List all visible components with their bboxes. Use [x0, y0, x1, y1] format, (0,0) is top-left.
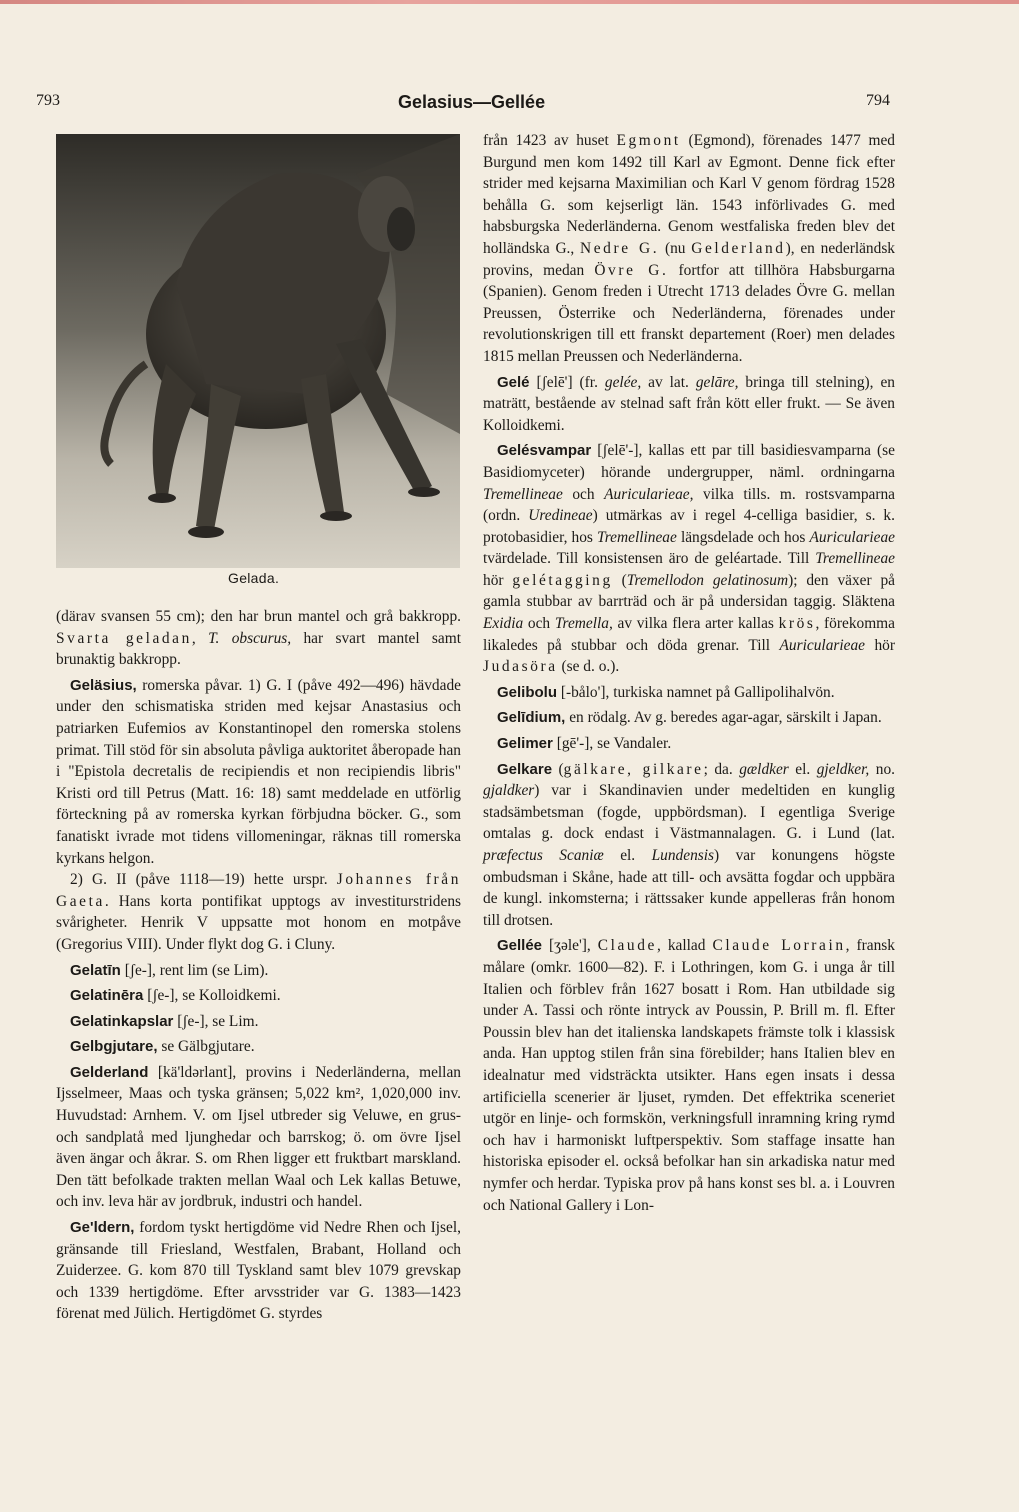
- headword: Gellée: [497, 937, 543, 955]
- entry-gelimer: Gelimer [gē'-], se Vandaler.: [497, 735, 672, 753]
- geldern-continuation: från 1423 av huset Egmont (Egmond), förenades 1477 med Burgund men kom 1492 till Karl av Egmont. Denne fick efter strider med kejsarna Maximilian och Karl V genom fördrag 1528 behålla G. som kejserligt län. 1543 införlivades G. med habsburgska Nederländerna. Genom westfaliska freden blev det holländska G., Nedre G. (nu Gelderland), en nederländsk provins, medan Övre G. fortfor att tillhöra Habsburgarna (Spanien). Genom freden i Utrecht 1713 delades Övre G. mellan Preussen, Österrike och Nederländerna, förenades under revolutionskrigen till ett franskt departement (Roer) men delades 1815 mellan Preussen och Nederländerna.: [483, 132, 896, 365]
- entry-gelkare: Gelkare (gälkare, gilkare; da. gældker el. gjeldker, no. gjaldker) var i Skandinavien under medeltiden en kunglig stadsämbetsman (fogde, uppbördsman). I egentliga Sverige omtalas g. dock endast i Västmannalagen. G. i Lund (lat. præfectus Scaniæ el. Lundensis) var konungens högste ombudsman i Skåne, hade att till- och avsätta fogdar och uppbära de kungl. inkomsterna; i rättssaker kunde appelleras från honom till drotsen.: [483, 760, 895, 929]
- entry-gelidium: Gelīdium, en rödalg. Av g. beredes agar-agar, särskilt i Japan.: [497, 709, 882, 727]
- figure-caption: Gelada.: [228, 570, 280, 586]
- headword: Gelimer: [497, 735, 553, 753]
- entry-geldern: Ge'ldern, fordom tyskt hertigdöme vid Nedre Rhen och Ijsel, gränsande till Friesland, Westfalen, Brabant, Holland och Zuiderzee. G. kom 870 till Tyskland samt blev 1079 grevskap och 1339 hertigdöme. Efter arvsstrider var G. 1383—1423 förenat med Jülich. Hertigdömet G. styrdes: [56, 1219, 461, 1323]
- gelada-illustration: [56, 134, 460, 568]
- page-number-left: 793: [36, 92, 60, 109]
- headword: Geläsius,: [70, 676, 137, 694]
- headword: Gelatinēra: [70, 987, 144, 1005]
- headword: Gelé: [497, 373, 530, 391]
- headword: Gelkare: [497, 760, 553, 778]
- entry-gelbgjutare: Gelbgjutare, se Gälbgjutare.: [70, 1038, 255, 1056]
- page-top-edge: [0, 0, 1019, 4]
- headword: Gelbgjutare,: [70, 1038, 158, 1056]
- right-column: [483, 130, 895, 1216]
- headword: Gelibolu: [497, 683, 557, 701]
- entry-gellee: Gellée [ʒəle'], Claude, kallad Claude Lorrain, fransk målare (omkr. 1600—82). F. i Lothringen, kom G. i unga år till Italien och förblev från 1627 bosatt i Rom. Han utbildade sig under A. Tassi och rönte intryck av Poussin, P. Brill m. fl. Efter Poussin blev han det italienska landskapets främste tolk i klassisk anda. Han upptog stilen från sina förebilder; hans Italien blev en idealnatur med vidsträckta utsikter. Hans egen insats i dessa artificiella scenerier är ljuset, rymden. Det effektrika sceneriet utgör en linje- och formskön, verkningsfull inramning kring rymd och hav i harmoniskt luftperspektiv. Som staffage insatte han historiska episoder el. också befolkar han sin arkadiska natur med nymfer och herdar. Typiska prov på hans konst ses bl. a. i Louvren och National Gallery i Lon-: [483, 937, 895, 1214]
- entry-gelatinera: Gelatinēra [ʃe-], se Kolloidkemi.: [70, 987, 281, 1005]
- entry-gelatin: Gelatīn [ʃe-], rent lim (se Lim).: [70, 961, 269, 979]
- headword: Gelatinkapslar: [70, 1012, 174, 1030]
- entry-gelasius: Geläsius, romerska påvar. 1) G. I (påve 492—496) hävdade under den schismatiska striden med kejsar Anastasius och patriarken Eufemios av Konstantinopel den romerska stolens primat. Till stöd för sin absoluta påvliga auktoritet åberopade han i "Epistola decretalis de recipiendis et non recipiendis libris" Kristi ord till Petrus (Matt. 16: 18) samt meddelade en utförlig förteckning på av romerska kyrkan förbjudna böcker. G., som fanatiskt ivrade mot tidens villomeningar, räknas till romerska kyrkans helgon.: [56, 676, 461, 867]
- gelada-photograph: [56, 134, 460, 568]
- entry-gelderland: Gelderland [kä'ldərlant], provins i Nederländerna, mellan Ijsselmeer, Maas och tyska gränsen; 5,022 km², 1,020,000 inv. Huvudstad: Arnhem. V. om Ijsel utbreder sig Veluwe, en grus- och sandplatå med ljunghedar och barrskog; ö. om övre Ijsel även ängar och åkrar. S. om Rhen ligger ett fruktbart marskland. Den tätt befolkade trakten mellan Waal och Lek kallas Betuwe, och inv. leva här av jordbruk, industri och handel.: [56, 1063, 461, 1211]
- left-column: [56, 606, 461, 1325]
- gelada-continuation: (därav svansen 55 cm); den har brun mantel och grå bakkropp. Svarta geladan, T. obscurus, har svart mantel samt brunaktig bakkropp.: [56, 608, 461, 669]
- page-number-right: 794: [866, 92, 890, 109]
- running-header: [0, 92, 1019, 122]
- headword: Gelderland: [70, 1063, 149, 1081]
- entry-gelesvampar: Gelésvampar [ʃelē'-], kallas ett par till basidiesvamparna (se Basidiomyceter) hörande undergrupper, näml. ordningarna Tremellineae och Auricularieae, vilka tills. m. rostsvamparna (ordn. Uredineae) utmärkas av i regel 4-celliga basidier, s. k. protobasidier, hos Tremellineae längsdelade och hos Auricularieae tvärdelade. Till konsistensen äro de geléartade. Till Tremellineae hör gelétagging (Tremellodon gelatinosum); den växer på gamla stubbar av barrträd och är på undersidan taggig. Släktena Exidia och Tremella, av vilka flera arter kallas krös, förekomma likaledes på stubbar och döda grenar. Till Auricularieae hör Judasöra (se d. o.).: [483, 442, 896, 676]
- headword: Gelésvampar: [497, 442, 592, 460]
- entry-gelibolu: Gelibolu [-bålo'], turkiska namnet på Gallipolihalvön.: [497, 683, 835, 701]
- entry-gelatinkapslar: Gelatinkapslar [ʃe-], se Lim.: [70, 1012, 259, 1030]
- running-title: Gelasius—Gellée: [398, 92, 546, 112]
- headword: Gelīdium,: [497, 709, 566, 727]
- headword: Gelatīn: [70, 961, 121, 979]
- entry-gelasius-2: 2) G. II (påve 1118—19) hette urspr. Johannes från Gaeta. Hans korta pontifikat upptogs av investiturstridens svårigheter. Henrik V uppsatte mot honom en motpåve (Gregorius VIII). Under flykt dog G. i Cluny.: [56, 871, 461, 953]
- headword: Ge'ldern,: [70, 1219, 135, 1237]
- entry-gele: Gelé [ʃelē'] (fr. gelée, av lat. gelāre, bringa till stelning), en maträtt, bestående av stelnad saft från kött eller frukt. — Se även Kolloidkemi.: [483, 373, 895, 434]
